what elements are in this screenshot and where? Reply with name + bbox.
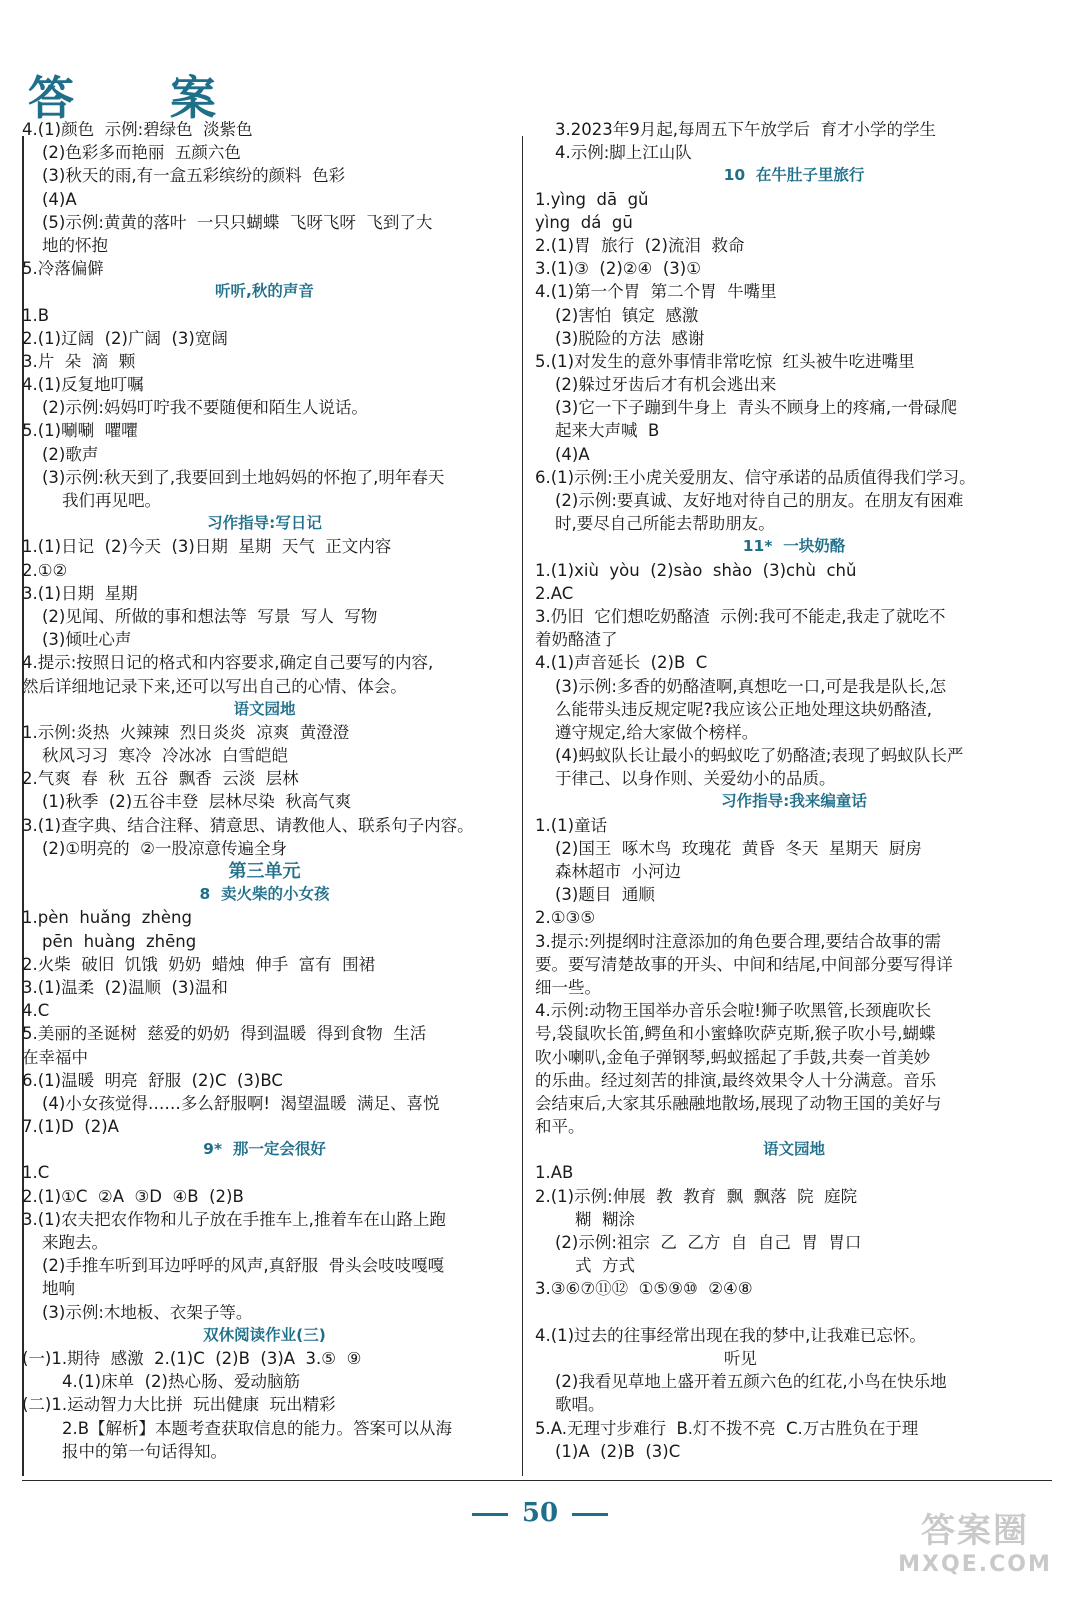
section-heading: 习作指导:写日记 xyxy=(207,514,322,533)
answer-line: 在幸福中 xyxy=(22,1047,88,1067)
answer-line: (3)示例:多香的奶酪渣啊,真想吃一口,可是我是队长,怎 xyxy=(555,676,947,696)
answer-line: 1.B xyxy=(22,305,50,325)
answer-line: 遵守规定,给大家做个榜样。 xyxy=(555,722,759,742)
answer-line: (4)A xyxy=(42,189,77,209)
answer-line: 7.(1)D (2)A xyxy=(22,1117,119,1137)
answer-line: (4)小女孩觉得……多么舒服啊! 渴望温暖 满足、喜悦 xyxy=(42,1093,440,1113)
answer-line: 2.①③⑤ xyxy=(535,908,596,928)
answer-line: 2.AC xyxy=(535,583,574,603)
answer-line: pēn huàng zhēng xyxy=(42,931,197,951)
section-heading: 双休阅读作业(三) xyxy=(203,1325,326,1344)
answer-line: (2)我看见草地上盛开着五颜六色的红花,小鸟在快乐地 xyxy=(555,1372,947,1392)
answer-line: 4.提示:按照日记的格式和内容要求,确定自己要写的内容, xyxy=(22,653,434,673)
answer-line: 1.pèn huǎng zhèng xyxy=(22,908,192,928)
answer-line: 6.(1)温暖 明亮 舒服 (2)C (3)BC xyxy=(22,1070,283,1090)
answer-line: 2.(1)辽阔 (2)广阔 (3)宽阔 xyxy=(22,328,228,348)
answer-line: (3)脱险的方法 感谢 xyxy=(555,328,705,348)
answer-line: 号,袋鼠吹长笛,鳄鱼和小蜜蜂吹萨克斯,猴子吹小号,蝴蝶 xyxy=(535,1024,936,1044)
answer-line: 5.A.无理寸步难行 B.灯不拨不亮 C.万古胜负在于理 xyxy=(535,1418,919,1438)
page-number-dash-right xyxy=(572,1513,608,1516)
answer-line: 着奶酪渣了 xyxy=(535,630,618,650)
answer-line: 然后详细地记录下来,还可以写出自己的心情、体会。 xyxy=(22,676,407,696)
answer-line: (一)1.期待 感激 2.(1)C (2)B (3)A 3.⑤ ⑨ xyxy=(22,1348,362,1368)
answer-line: (4)蚂蚁队长让最小的蚂蚁吃了奶酪渣;表现了蚂蚁队长严 xyxy=(555,746,964,766)
page-number-dash-left xyxy=(472,1513,508,1516)
unit-heading: 第三单元 xyxy=(228,861,301,882)
answer-line: 4.(1)反复地叮嘱 xyxy=(22,375,144,395)
answer-line: (3)题目 通顺 xyxy=(555,885,655,905)
answer-line: 3.(1)农夫把农作物和儿子放在手推车上,推着车在山路上跑 xyxy=(22,1209,446,1229)
section-heading: 听听,秋的声音 xyxy=(215,282,314,301)
right-answer-column xyxy=(535,118,1053,1463)
answer-line: 2.气爽 春 秋 五谷 飘香 云淡 层林 xyxy=(22,769,299,789)
answer-line: 3.(1)日期 星期 xyxy=(22,583,138,603)
answer-line: 5.美丽的圣诞树 慈爱的奶奶 得到温暖 得到食物 生活 xyxy=(22,1024,427,1044)
answer-line: 细一些。 xyxy=(535,977,601,997)
answer-line: 1.(1)xiù yòu (2)sào shào (3)chù chǔ xyxy=(535,560,857,580)
answer-line: 2.B【解析】本题考查获取信息的能力。答案可以从海 xyxy=(62,1418,453,1438)
answer-line: 3.(1)查字典、结合注释、猜意思、请教他人、联系句子内容。 xyxy=(22,815,474,835)
answer-line: (1)秋季 (2)五谷丰登 层林尽染 秋高气爽 xyxy=(42,792,352,812)
answer-line: (3)示例:秋天到了,我要回到土地妈妈的怀抱了,明年春天 xyxy=(42,467,445,487)
answer-line: 2.火柴 破旧 饥饿 奶奶 蜡烛 伸手 富有 围裙 xyxy=(22,954,376,974)
answer-line: 森林超市 小河边 xyxy=(555,862,681,881)
answer-line: 5.(1)唰唰 㘗㘗 xyxy=(22,421,138,441)
answer-line: 2.(1)示例:伸展 教 教育 飘 飘落 院 庭院 xyxy=(535,1186,858,1206)
answer-line: 5.(1)对发生的意外事情非常吃惊 红头被牛吃进嘴里 xyxy=(535,351,915,371)
answer-line: 秋风习习 寒冷 冷冰冰 白雪皑皑 xyxy=(42,746,288,766)
answer-line: 报中的第一句话得知。 xyxy=(62,1441,227,1461)
answer-line: yìng dá gū xyxy=(535,212,633,232)
answer-line: 3.提示:列提纲时注意添加的角色要合理,要结合故事的需 xyxy=(535,931,942,951)
answer-line: (2)害怕 镇定 感激 xyxy=(555,305,699,325)
page-title: 答 案 xyxy=(28,71,257,125)
answer-line: (二)1.运动智力大比拼 玩出健康 玩出精彩 xyxy=(22,1395,336,1415)
answer-line: 时,要尽自己所能去帮助朋友。 xyxy=(555,514,775,534)
answer-line: (2)手推车听到耳边呼呼的风声,真舒服 骨头会吱吱嘎嘎 xyxy=(42,1256,445,1276)
section-heading: 习作指导:我来编童话 xyxy=(721,792,867,811)
answer-line: 1.AB xyxy=(535,1163,574,1183)
answer-line: 4.(1)过去的往事经常出现在我的梦中,让我难已忘怀。 xyxy=(535,1325,926,1345)
section-heading: 10 在牛肚子里旅行 xyxy=(723,166,865,185)
watermark-url: MXQE.COM xyxy=(898,1552,1052,1577)
answer-line: (2)歌声 xyxy=(42,444,99,464)
answer-line: 6.(1)示例:王小虎关爱朋友、信守承诺的品质值得我们学习。 xyxy=(535,467,976,487)
answer-line: 听见 xyxy=(535,1348,757,1368)
answer-line: (3)倾吐心声 xyxy=(42,630,132,650)
watermark-logo-text: 答案圈 xyxy=(921,1511,1029,1551)
answer-line: 3.③⑥⑦⑪⑫ ①⑤⑨⑩ ②④⑧ xyxy=(535,1279,753,1299)
section-heading: 语文园地 xyxy=(233,699,296,718)
site-watermark xyxy=(890,1510,1060,1590)
answer-line: (3)它一下子蹦到牛身上 青头不顾身上的疼痛,一骨碌爬 xyxy=(555,398,958,418)
answer-line: 1.示例:炎热 火辣辣 烈日炎炎 凉爽 黄澄澄 xyxy=(22,722,350,742)
answer-line: 3.仍旧 它们想吃奶酪渣 示例:我可不能走,我走了就吃不 xyxy=(535,606,946,626)
answer-line: (2)示例:要真诚、友好地对待自己的朋友。在朋友有困难 xyxy=(555,491,964,510)
answer-line: 4.(1)声音延长 (2)B C xyxy=(535,653,708,673)
answer-line: 2.(1)①C ②A ③D ④B (2)B xyxy=(22,1186,244,1206)
answer-line: 2.①② xyxy=(22,560,68,580)
answer-line: 要。要写清楚故事的开头、中间和结尾,中间部分要写得详 xyxy=(535,954,953,974)
bottom-rule xyxy=(22,1480,1052,1481)
answer-line: 1.C xyxy=(22,1163,50,1183)
answer-line: 4.(1)床单 (2)热心肠、爱动脑筋 xyxy=(62,1372,300,1392)
answer-line: (2)示例:祖宗 乙 乙方 自 自己 胃 胃口 xyxy=(555,1233,862,1252)
answer-line: 1.(1)日记 (2)今天 (3)日期 星期 天气 正文内容 xyxy=(22,537,392,557)
answer-line: 歌唱。 xyxy=(555,1395,605,1415)
answer-line: (2)色彩多而艳丽 五颜六色 xyxy=(42,143,241,163)
answer-line: (4)A xyxy=(555,444,590,464)
answer-line: 来跑去。 xyxy=(42,1233,108,1252)
answer-line: 么能带头违反规定呢?我应该公正地处理这块奶酪渣, xyxy=(555,699,933,719)
answer-line: 地响 xyxy=(42,1279,75,1299)
answer-line: 2.(1)胃 旅行 (2)流泪 救命 xyxy=(535,235,745,255)
answer-line: 地的怀抱 xyxy=(42,235,108,255)
answer-line: (2)①明亮的 ②一股凉意传遍全身 xyxy=(42,838,287,858)
answer-line: 1.(1)童话 xyxy=(535,815,608,835)
answer-line: 4.C xyxy=(22,1001,50,1021)
answer-line: 4.示例:脚上江山队 xyxy=(555,143,692,163)
answer-line: 4.示例:动物王国举办音乐会啦!狮子吹黑管,长颈鹿吹长 xyxy=(535,1001,932,1021)
answer-line: (2)见闻、所做的事和想法等 写景 写人 写物 xyxy=(42,606,378,626)
answer-line: (3)秋天的雨,有一盒五彩缤纷的颜料 色彩 xyxy=(42,166,346,186)
answer-line: 4.(1)第一个胃 第二个胃 牛嘴里 xyxy=(535,282,777,302)
page-number: 50 xyxy=(521,1498,559,1528)
answer-line: 于律己、以身作则、关爱幼小的品质。 xyxy=(555,769,836,789)
answer-line: (2)国王 啄木鸟 玫瑰花 黄昏 冬天 星期天 厨房 xyxy=(555,838,922,858)
answer-line: 糊 糊涂 xyxy=(575,1209,635,1229)
answer-line: 和平。 xyxy=(535,1117,585,1137)
answer-line: 式 方式 xyxy=(575,1256,635,1276)
answer-line: (2)躲过牙齿后才有机会逃出来 xyxy=(555,375,777,395)
answer-line: (2)示例:妈妈叮咛我不要随便和陌生人说话。 xyxy=(42,398,368,418)
column-divider xyxy=(522,136,523,1476)
answer-line: 5.冷落偏僻 xyxy=(22,259,104,279)
answer-line: 3.片 朵 滴 颗 xyxy=(22,351,136,371)
answer-line: 会结束后,大家其乐融融地散场,展现了动物王国的美好与 xyxy=(535,1093,942,1113)
answer-line: (1)A (2)B (3)C xyxy=(555,1441,681,1461)
section-heading: 9* 那一定会很好 xyxy=(203,1140,326,1159)
section-heading: 11* 一块奶酪 xyxy=(742,537,846,556)
answer-line: 3.(1)③ (2)②④ (3)① xyxy=(535,259,702,279)
answer-line: 我们再见吧。 xyxy=(62,491,161,510)
answer-line: 3.2023年9月起,每周五下午放学后 育才小学的学生 xyxy=(555,120,936,139)
answer-line: 4.(1)颜色 示例:碧绿色 淡紫色 xyxy=(22,120,253,139)
answer-line: 的乐曲。经过刻苦的排演,最终效果令人十分满意。音乐 xyxy=(535,1070,937,1090)
answer-line: 起来大声喊 B xyxy=(555,421,660,441)
left-answer-column xyxy=(22,118,507,1463)
answer-line: (3)示例:木地板、衣架子等。 xyxy=(42,1302,253,1322)
answer-line: 3.(1)温柔 (2)温顺 (3)温和 xyxy=(22,977,228,997)
answer-line: 吹小喇叭,金龟子弹钢琴,蚂蚁摇起了手鼓,共奏一首美妙 xyxy=(535,1047,931,1067)
answer-line xyxy=(535,1301,1053,1324)
answer-line: (5)示例:黄黄的落叶 一只只蝴蝶 飞呀飞呀 飞到了大 xyxy=(42,212,433,232)
answer-line: 1.yìng dā gǔ xyxy=(535,189,649,209)
section-heading: 8 卖火柴的小女孩 xyxy=(199,885,330,904)
section-heading: 语文园地 xyxy=(762,1140,825,1159)
